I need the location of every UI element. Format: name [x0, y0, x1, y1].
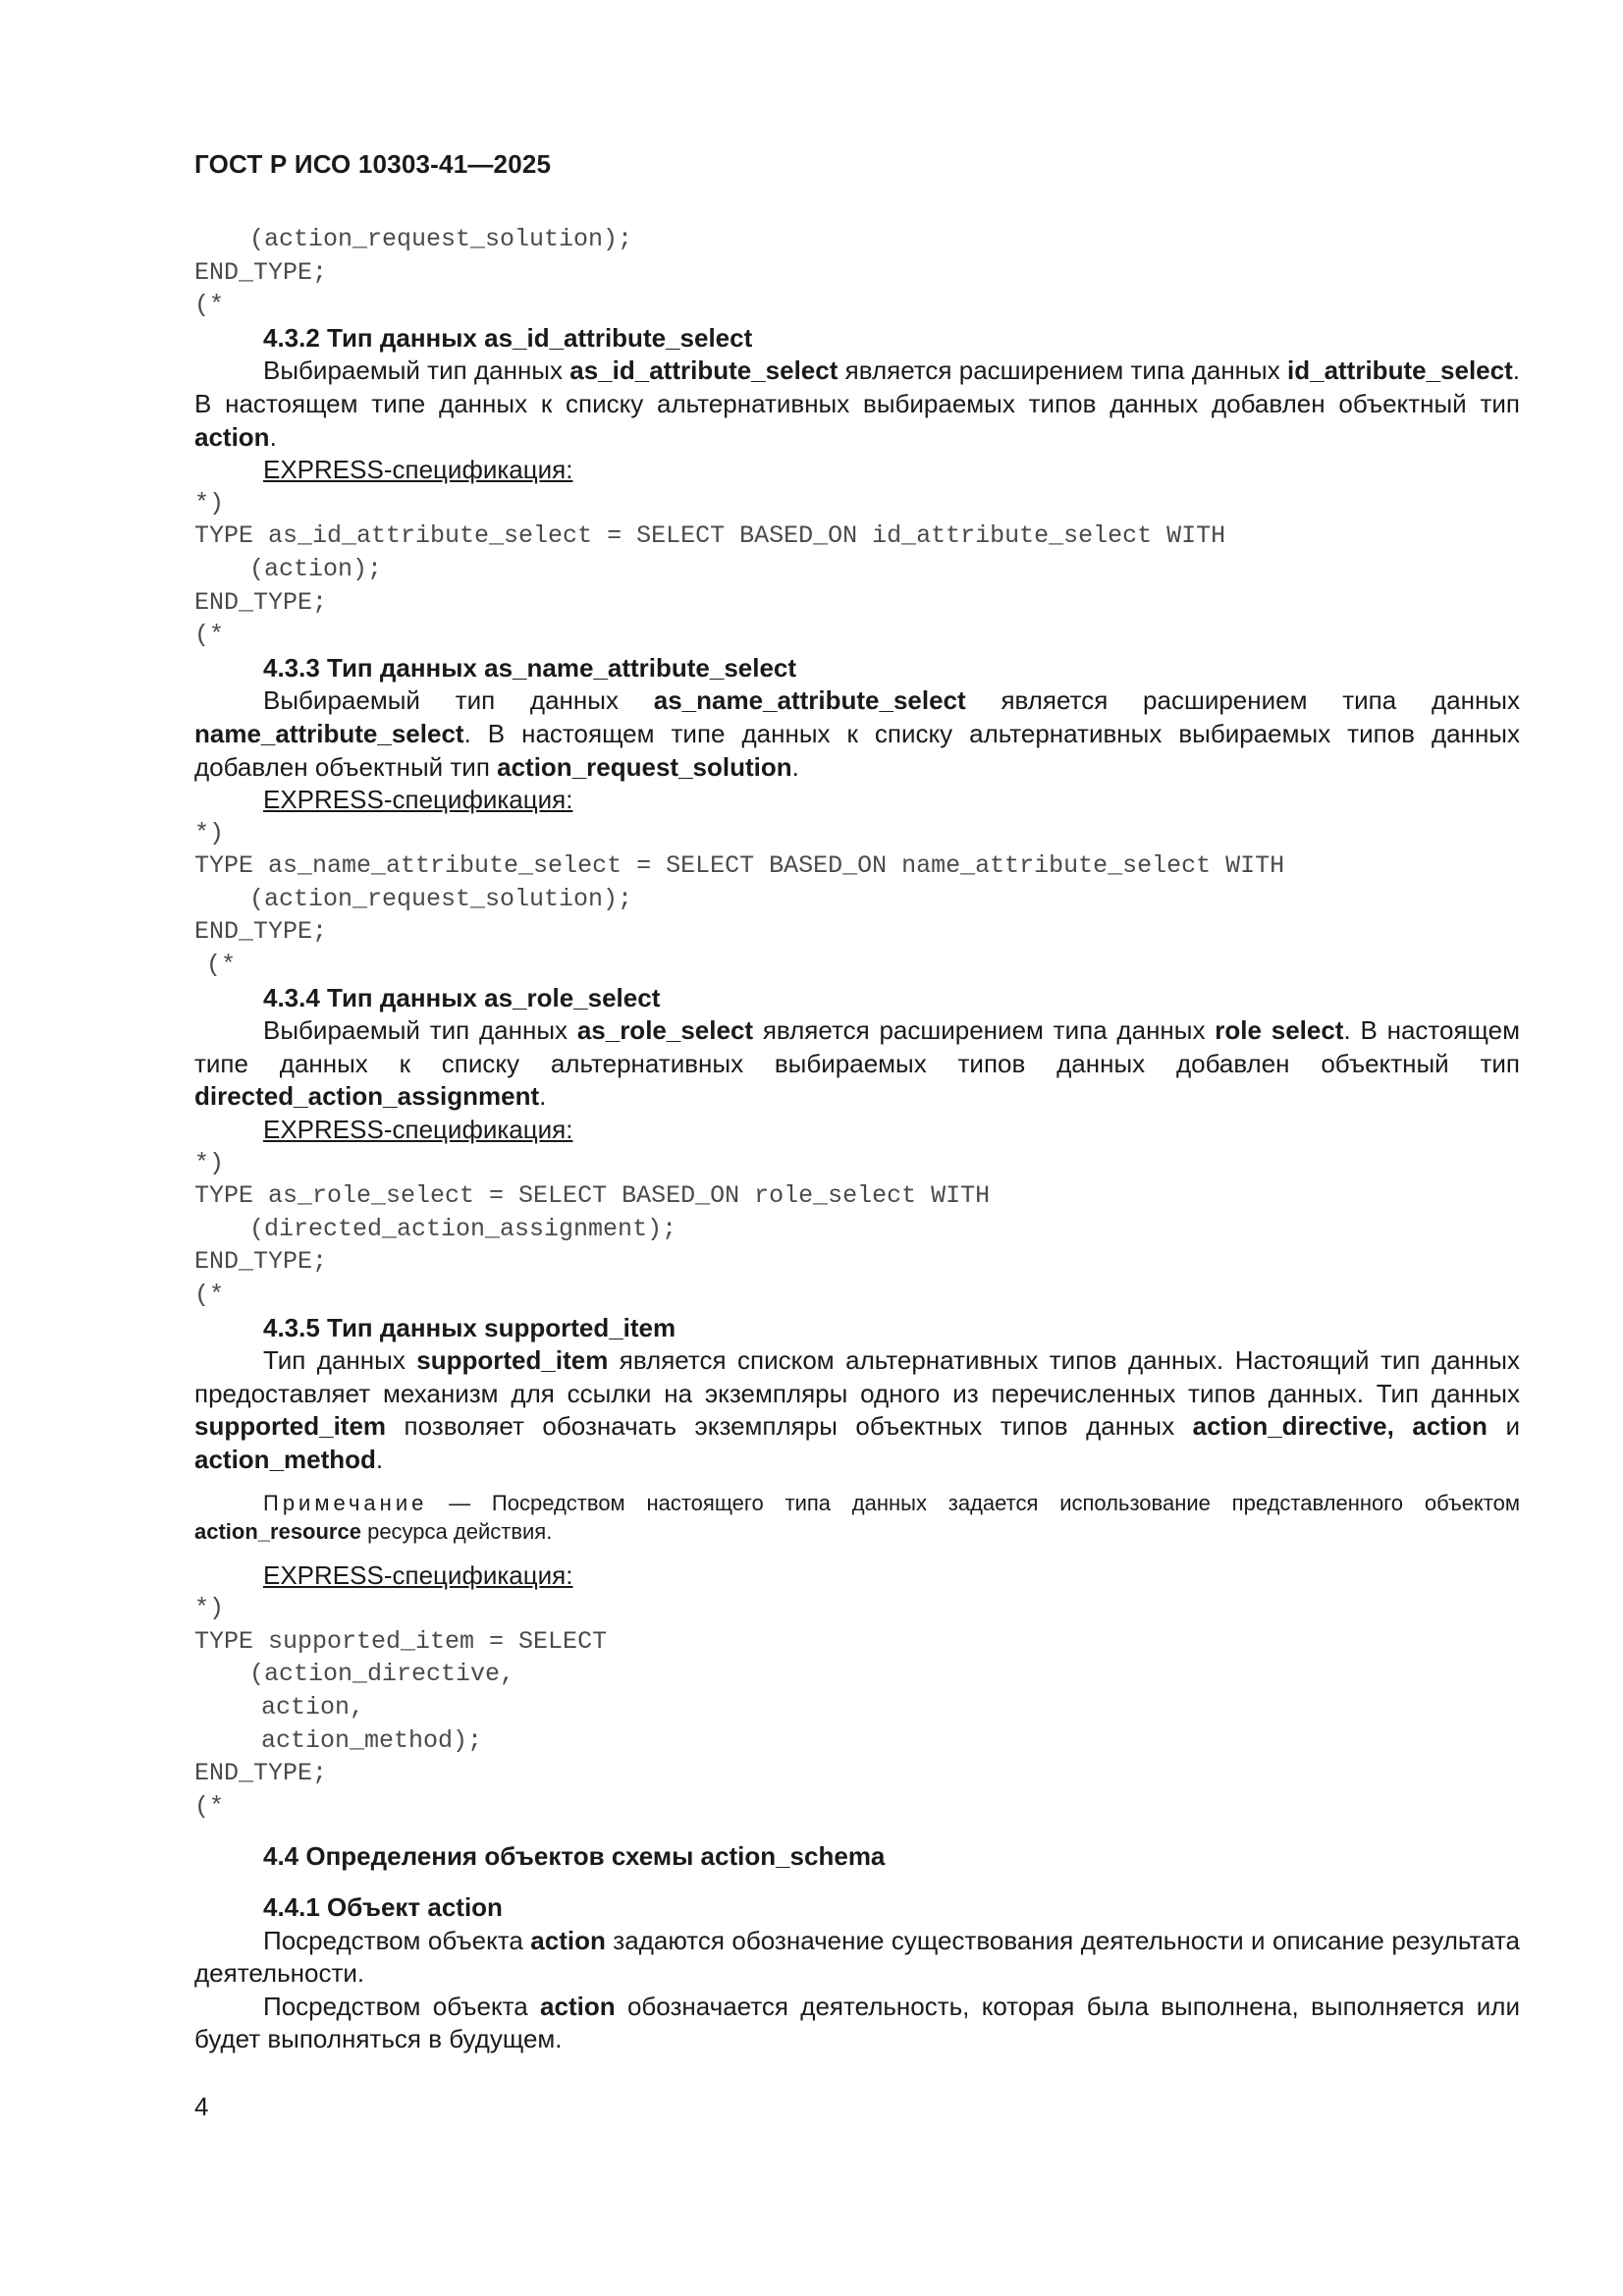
page-number: 4	[194, 2092, 209, 2121]
code-line: (*	[194, 621, 225, 650]
code-line: (action_request_solution);	[249, 225, 633, 253]
section-heading: 4.3.3 Тип данных as_name_attribute_select	[263, 652, 797, 683]
section-heading: 4.3.5 Тип данных supported_item	[263, 1312, 676, 1342]
code-line: END_TYPE;	[194, 587, 328, 617]
code-line: (directed_action_assignment);	[249, 1214, 677, 1243]
code-line: (*	[194, 1791, 225, 1821]
paragraph: Тип данных supported_item является списком альтернативных типов данных. Настоящий тип данных предоставляет механизм для ссылки на экземпляры одного из перечисленных типов данных. Тип данных supported_item позволяет обозначать экземпляры объектных типов данных action_directive, action и action_method.	[194, 1345, 1521, 1474]
code-line: *)	[194, 1148, 225, 1177]
code-line: (action);	[249, 554, 383, 583]
code-line: (*	[206, 951, 237, 980]
code-line: action,	[261, 1692, 365, 1722]
code-line: END_TYPE;	[194, 1759, 328, 1788]
code-line: TYPE supported_item = SELECT	[194, 1626, 608, 1656]
code-line: *)	[194, 818, 225, 847]
code-line: action_method);	[261, 1725, 483, 1755]
paragraph: Выбираемый тип данных as_name_attribute_select является расширением типа данных name_attribute_select. В настоящем типе данных к списку альтернативных выбираемых типов данных добавлен объектный тип action_request_solution.	[194, 685, 1520, 782]
code-line: *)	[194, 488, 225, 518]
note-label: Примечание	[263, 1490, 428, 1515]
express-label: EXPRESS-спецификация:	[263, 455, 573, 485]
code-line: (*	[194, 1281, 225, 1309]
code-line: (action_directive,	[249, 1660, 515, 1689]
section-heading: 4.4.1 Объект action	[263, 1891, 503, 1922]
document-header: ГОСТ Р ИСО 10303-41—2025	[194, 149, 552, 179]
express-label: EXPRESS-спецификация:	[263, 785, 573, 815]
express-label: EXPRESS-спецификация:	[263, 1559, 573, 1590]
paragraph: Выбираемый тип данных as_role_select является расширением типа данных role select. В настоящем типе данных к списку альтернативных выбираемых типов данных добавлен объектный тип directed_action_assignment.	[194, 1015, 1520, 1112]
paragraph: Посредством объекта action обозначается деятельность, которая была выполнена, выполняется или будет выполняться в будущем.	[194, 1991, 1520, 2054]
section-heading: 4.4 Определения объектов схемы action_schema	[263, 1841, 886, 1872]
code-line: END_TYPE;	[194, 1247, 328, 1277]
code-line: (*	[194, 291, 225, 320]
code-line: *)	[194, 1594, 225, 1623]
document-content	[194, 223, 1520, 2056]
code-line: END_TYPE;	[194, 917, 328, 947]
code-line: END_TYPE;	[194, 257, 328, 287]
paragraph: Посредством объекта action задаются обозначение существования деятельности и описание результата деятельности.	[194, 1925, 1521, 1989]
section-heading: 4.3.2 Тип данных as_id_attribute_select	[263, 322, 753, 353]
paragraph: Выбираемый тип данных as_id_attribute_select является расширением типа данных id_attribute_select. В настоящем типе данных к списку альтернативных выбираемых типов данных добавлен объектный тип action.	[194, 355, 1520, 452]
code-line: TYPE as_id_attribute_select = SELECT BASED_ON id_attribute_select WITH	[194, 521, 1226, 551]
section-heading: 4.3.4 Тип данных as_role_select	[263, 982, 661, 1012]
note: Примечание — Посредством настоящего типа данных задается использование представленного объектом action_resource ресурса действия.	[194, 1490, 1520, 1544]
code-line: (action_request_solution);	[249, 884, 633, 913]
code-line: TYPE as_name_attribute_select = SELECT BASED_ON name_attribute_select WITH	[194, 851, 1285, 881]
code-line: TYPE as_role_select = SELECT BASED_ON role_select WITH	[194, 1181, 991, 1211]
express-label: EXPRESS-спецификация:	[263, 1115, 573, 1145]
